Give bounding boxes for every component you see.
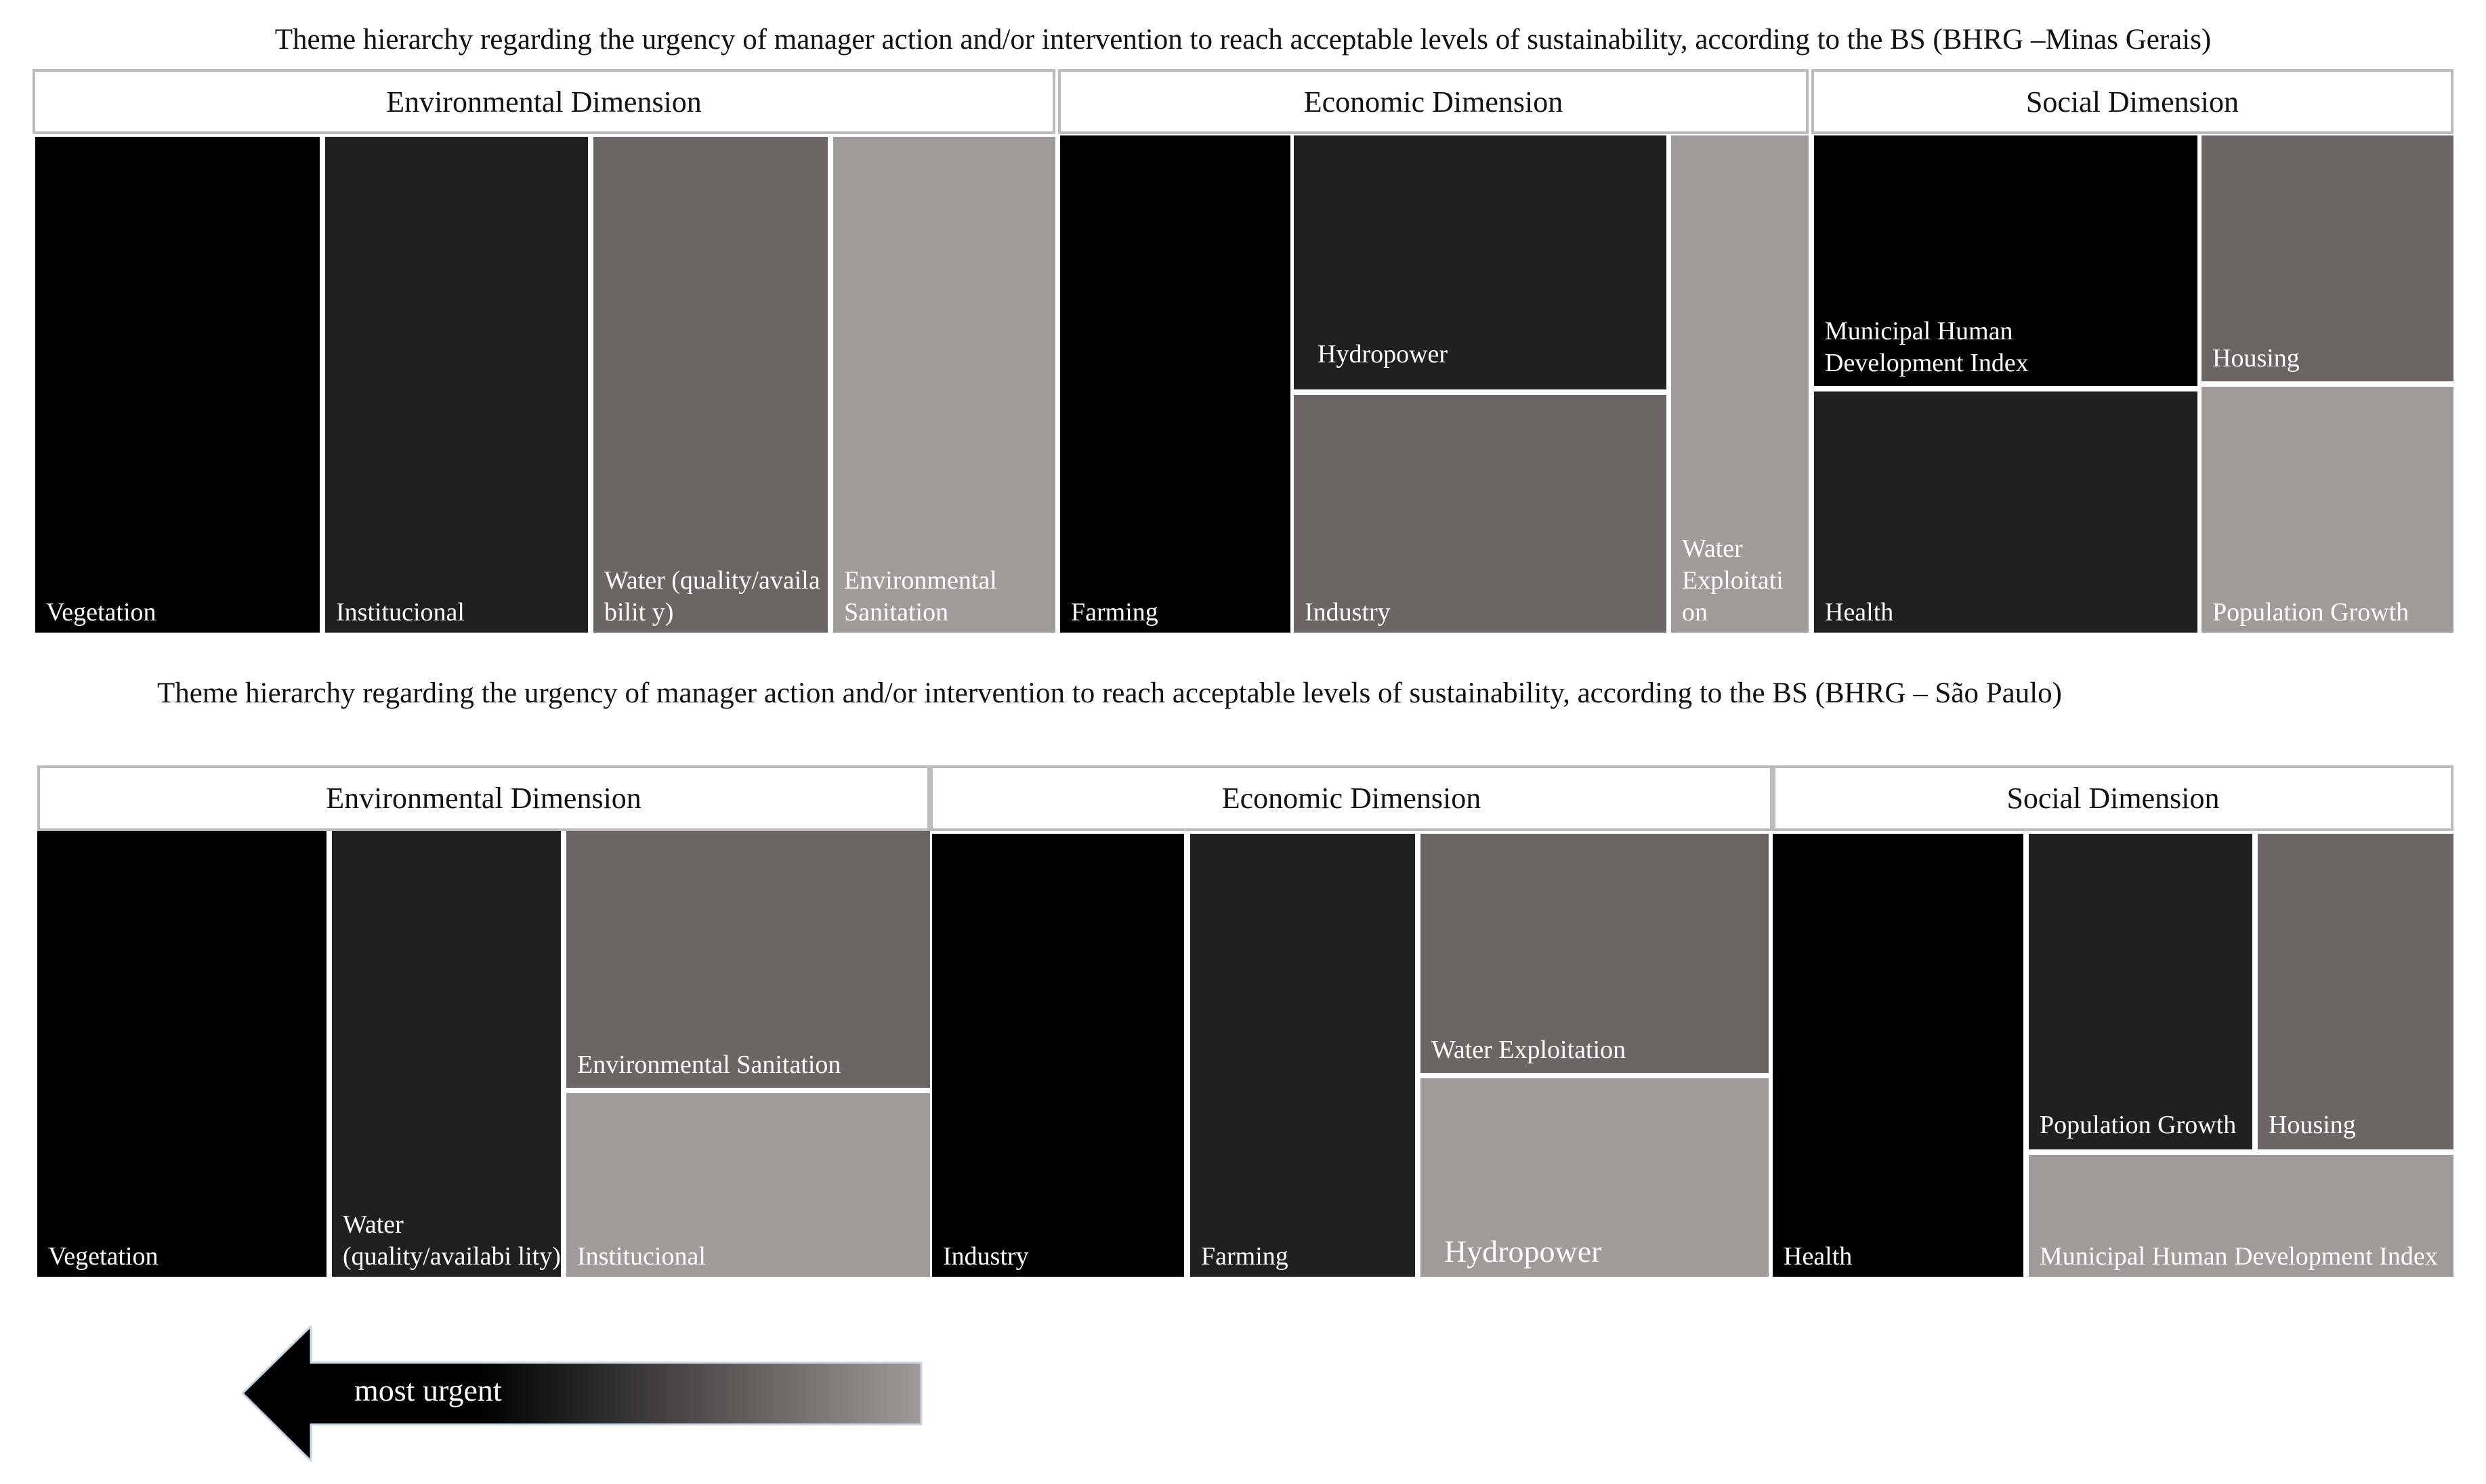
minas-tile-population-growth: [2201, 387, 2453, 633]
tile-label: Health: [1784, 1242, 1853, 1271]
tile-label: Institucional: [336, 598, 465, 627]
sao-paulo-tile-industry: [932, 834, 1184, 1277]
tile-label: Population Growth: [2040, 1111, 2237, 1139]
minas-tile-farming: [1060, 135, 1290, 633]
minas-tile-vegetation: [35, 137, 320, 633]
minas-gerais-title: Theme hierarchy regarding the urgency of manager action and/or intervention to reach acceptable levels of sustainability, according to the BS (BHRG –Minas Gerais): [274, 24, 2212, 56]
minas-tile-mhdi: [1814, 135, 2197, 386]
tile-label: Water (quality/availabi lity): [343, 1210, 561, 1271]
tile-label: Industry: [943, 1242, 1029, 1271]
tile-label: Farming: [1201, 1242, 1288, 1271]
tile-label: Environmental Sanitation: [844, 566, 997, 627]
sao-paulo-tile-environmental-sanitation: [566, 831, 930, 1088]
tile-label: Population Growth: [2212, 598, 2409, 627]
minas-tile-water-exploitation: [1671, 135, 1809, 633]
minas-tile-health: [1814, 391, 2197, 633]
tile-label: Housing: [2269, 1111, 2356, 1139]
sao-paulo-tile-vegetation: [37, 831, 326, 1277]
minas-tile-water: [593, 137, 828, 633]
minas-economic-header: Economic Dimension: [1058, 69, 1809, 134]
tile-label: Hydropower: [1318, 340, 1448, 368]
tile-label: Environmental Sanitation: [577, 1051, 841, 1079]
minas-environmental-header: Environmental Dimension: [33, 69, 1055, 134]
sao-paulo-tile-housing: [2258, 834, 2453, 1149]
sao-paulo-tile-institucional: [566, 1093, 930, 1277]
sao-paulo-social-header: Social Dimension: [1773, 765, 2453, 831]
sao-paulo-economic-header: Economic Dimension: [930, 765, 1773, 831]
minas-tile-environmental-sanitation: [833, 137, 1055, 633]
sao-paulo-tile-water-exploitation: [1420, 834, 1769, 1073]
tile-label: Vegetation: [46, 598, 156, 627]
minas-tile-institucional: [325, 137, 588, 633]
urgency-arrow: [240, 1324, 931, 1466]
minas-social-header: Social Dimension: [1811, 69, 2453, 134]
tile-label: Municipal Human Development Index: [1825, 317, 2029, 377]
tile-label: Health: [1825, 598, 1894, 627]
tile-label: Hydropower: [1444, 1234, 1602, 1269]
tile-label: Institucional: [577, 1242, 706, 1271]
sao-paulo-tile-mhdi: [2029, 1155, 2453, 1277]
sao-paulo-tile-hydropower: [1420, 1078, 1769, 1277]
tile-label: Water Exploitati on: [1682, 534, 1784, 627]
tile-label: Water Exploitation: [1431, 1036, 1626, 1064]
sao-paulo-tile-farming: [1190, 834, 1415, 1277]
minas-tile-hydropower: [1294, 135, 1666, 389]
arrow-label: most urgent: [354, 1373, 502, 1407]
tile-label: Housing: [2212, 344, 2300, 373]
tile-label: Industry: [1305, 598, 1391, 627]
minas-tile-housing: [2201, 135, 2453, 381]
sao-paulo-title: Theme hierarchy regarding the urgency of manager action and/or intervention to reach acceptable levels of sustainability, according to the BS (BHRG – São Paulo): [157, 677, 2062, 709]
sao-paulo-tile-population-growth: [2029, 834, 2252, 1149]
tile-label: Vegetation: [48, 1242, 159, 1271]
minas-tile-industry: [1294, 395, 1666, 633]
tile-label: Water (quality/availabilit y): [604, 566, 820, 627]
sao-paulo-environmental-header: Environmental Dimension: [37, 765, 930, 831]
tile-label: Municipal Human Development Index: [2040, 1242, 2438, 1271]
sao-paulo-tile-water: [332, 831, 561, 1277]
sao-paulo-tile-health: [1773, 834, 2023, 1277]
tile-label: Farming: [1071, 598, 1158, 627]
